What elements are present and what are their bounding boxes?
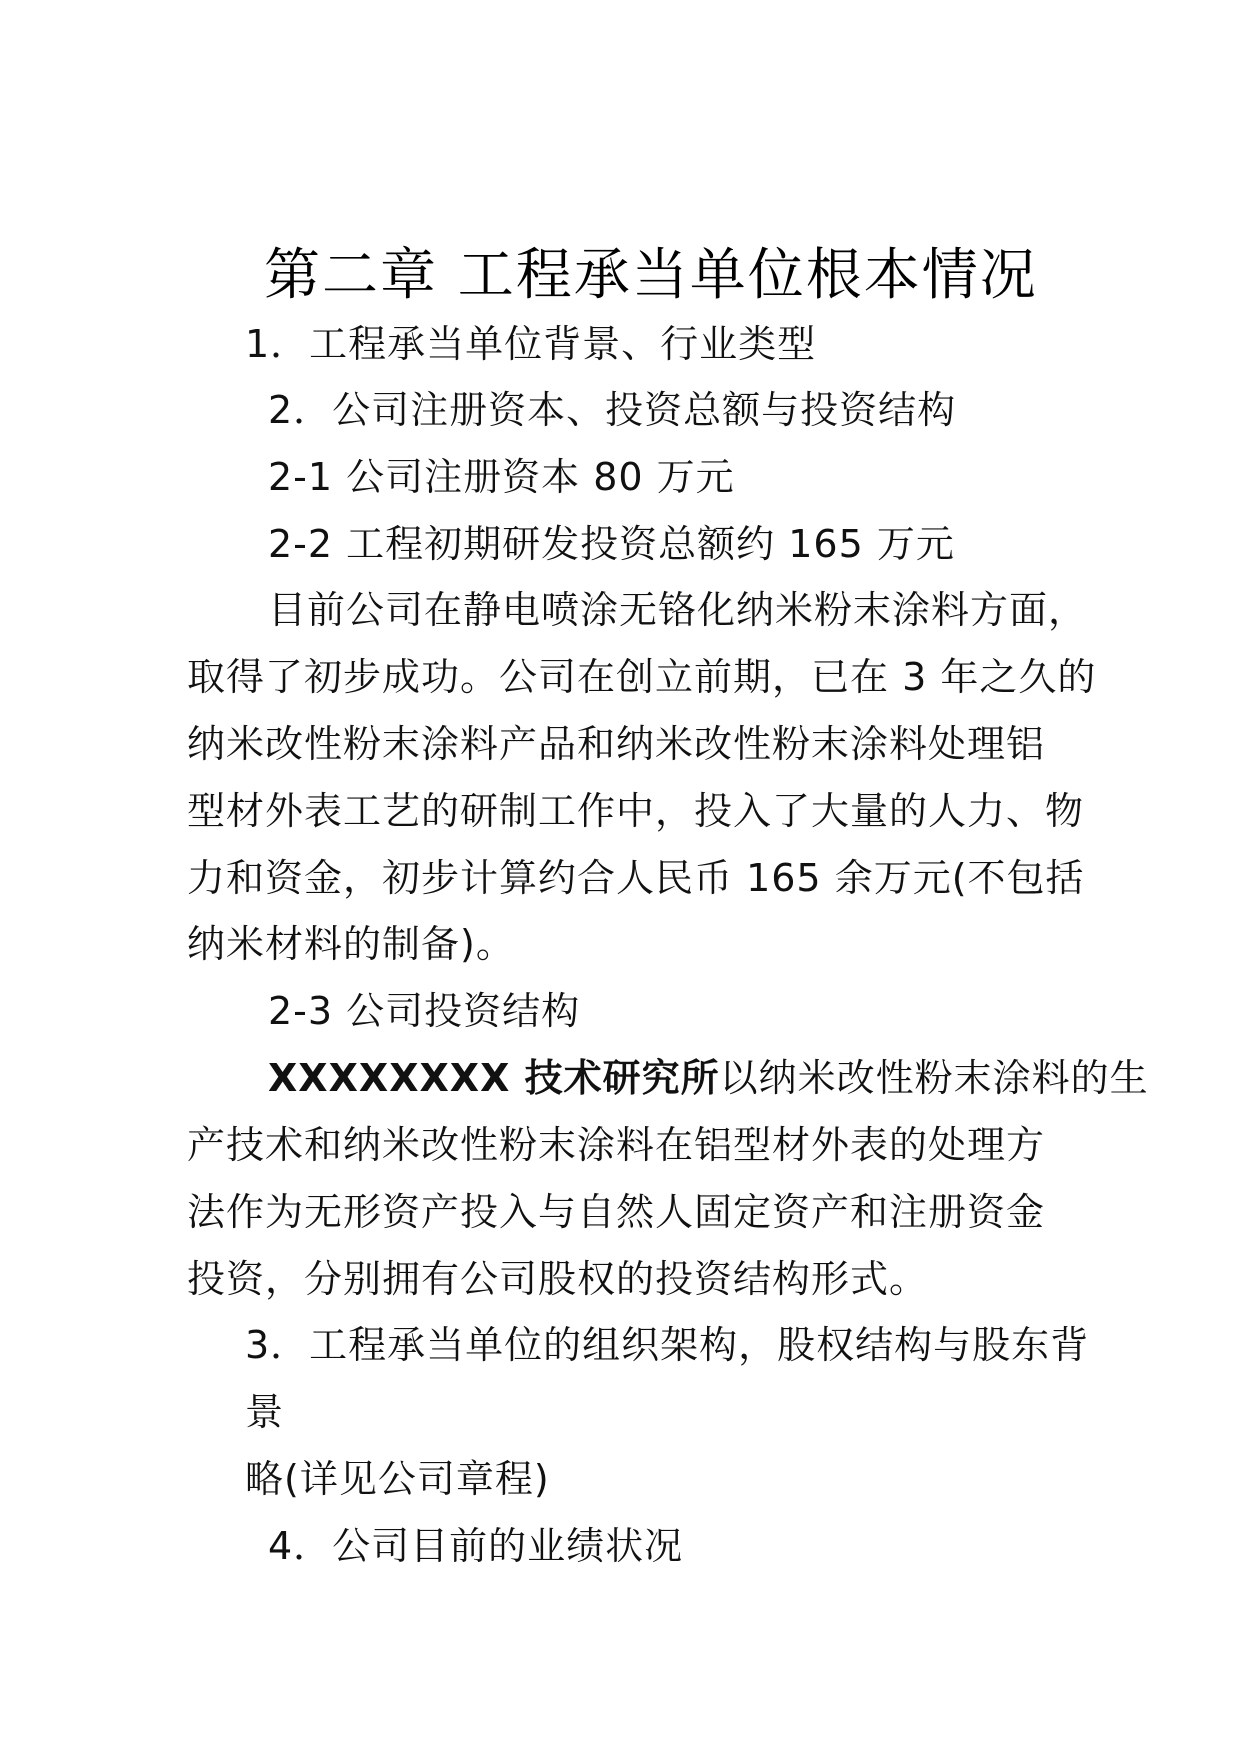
- paragraph-1-line-5: 力和资金，初步计算约合人民币 165 余万元(不包括: [187, 856, 1085, 900]
- paragraph-2-line-1: [268, 1056, 1149, 1100]
- paragraph-1-line-6: 纳米材料的制备)。: [187, 922, 515, 966]
- section-2-heading: 2．公司注册资本、投资总额与投资结构: [268, 388, 957, 432]
- paragraph-2-line-2: 产技术和纳米改性粉末涂料在铝型材外表的处理方: [187, 1123, 1046, 1167]
- section-2-3-heading: 2-3 公司投资结构: [268, 989, 581, 1033]
- institute-name: XXXXXXXX 技术研究所: [268, 1056, 720, 1100]
- paragraph-1-line-1: 目前公司在静电喷涂无铬化纳米粉末涂料方面，: [268, 588, 1088, 632]
- paragraph-2-line-4: 投资，分别拥有公司股权的投资结构形式。: [187, 1257, 929, 1301]
- section-3-heading-line-2: 景: [245, 1390, 285, 1434]
- section-3-heading-line-1: 3．工程承当单位的组织架构，股权结构与股东背: [245, 1323, 1090, 1367]
- section-4-heading: 4．公司目前的业绩状况: [268, 1524, 684, 1568]
- paragraph-2-line-3: 法作为无形资产投入与自然人固定资产和注册资金: [187, 1190, 1046, 1234]
- section-2-2-heading: 2-2 工程初期研发投资总额约 165 万元: [268, 522, 955, 566]
- section-3-note: 略(详见公司章程): [245, 1457, 550, 1501]
- paragraph-2-line-1-text: 以纳米改性粉末涂料的生: [719, 1056, 1149, 1100]
- paragraph-1-line-3: 纳米改性粉末涂料产品和纳米改性粉末涂料处理铝: [187, 722, 1046, 766]
- section-1-heading: 1．工程承当单位背景、行业类型: [245, 322, 817, 366]
- chapter-title: 第二章 工程承当单位根本情况: [264, 243, 1038, 308]
- paragraph-1-line-4: 型材外表工艺的研制工作中，投入了大量的人力、物: [187, 789, 1085, 833]
- section-2-1-heading: 2-1 公司注册资本 80 万元: [268, 455, 735, 499]
- paragraph-1-line-2: 取得了初步成功。公司在创立前期，已在 3 年之久的: [187, 655, 1097, 699]
